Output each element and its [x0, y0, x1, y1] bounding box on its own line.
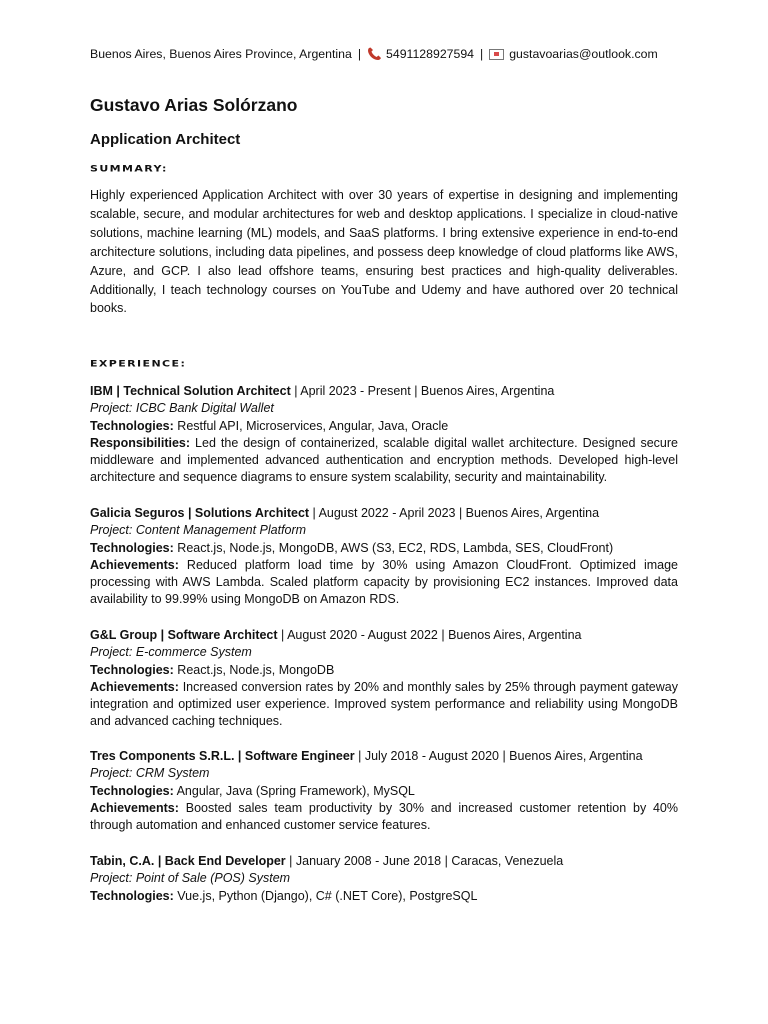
technologies-text: Vue.js, Python (Django), C# (.NET Core), PostgreSQL [173, 888, 478, 903]
summary-heading: SUMMARY: [90, 163, 168, 174]
technologies-label: Technologies: [90, 540, 174, 555]
job-technologies [90, 888, 678, 905]
achievements-label: Achievements: [90, 679, 179, 694]
job-achievements [90, 800, 678, 835]
achievements-label: Achievements: [90, 800, 179, 815]
job-details: | August 2020 - August 2022 | Buenos Aires, Argentina [277, 628, 582, 642]
job-title-line [90, 383, 678, 400]
job-project: Project: ICBC Bank Digital Wallet [90, 401, 274, 416]
job-technologies [90, 418, 678, 435]
job-responsibilities [90, 435, 678, 487]
job-project: Project: E-commerce System [90, 645, 252, 660]
job-details: | April 2023 - Present | Buenos Aires, Argentina [290, 384, 555, 398]
job-project: Project: CRM System [90, 766, 210, 781]
responsibilities-text: Led the design of containerized, scalable digital wallet architecture. Designed secure middleware and implemented advanced authentication and encryption methods. Developed high-level architecture and sequence diagrams to ensure system scalability, security and maintainability. [90, 435, 678, 485]
phone-icon [367, 47, 382, 61]
job-details: | July 2018 - August 2020 | Buenos Aires, Argentina [354, 749, 643, 763]
job-company-role: IBM | Technical Solution Architect [90, 384, 291, 398]
technologies-label: Technologies: [90, 662, 174, 677]
technologies-label: Technologies: [90, 418, 174, 433]
phone-text: 5491128927594 [386, 47, 475, 61]
separator: | [480, 47, 484, 61]
achievements-text: Boosted sales team productivity by 30% and increased customer retention by 40% through automation and enhanced customer service features. [90, 800, 678, 833]
job-project: Project: Content Management Platform [90, 523, 307, 538]
responsibilities-label: Responsibilities: [90, 435, 191, 450]
experience-heading: EXPERIENCE: [90, 358, 187, 369]
job-title-line [90, 627, 678, 644]
job-technologies [90, 783, 678, 800]
technologies-text: Restful API, Microservices, Angular, Java, Oracle [173, 418, 449, 433]
job-company-role: Tabin, C.A. | Back End Developer [90, 854, 286, 868]
job-achievements [90, 557, 678, 609]
job-entry [90, 505, 678, 609]
job-title-line [90, 748, 678, 765]
candidate-role: Application Architect [90, 131, 241, 148]
location-text: Buenos Aires, Buenos Aires Province, Argentina [90, 47, 352, 61]
job-achievements [90, 679, 678, 731]
job-entry [90, 853, 678, 905]
candidate-name: Gustavo Arias Solórzano [90, 95, 298, 115]
technologies-label: Technologies: [90, 783, 174, 798]
summary-text: Highly experienced Application Architect with over 30 years of expertise in designing and implementing scalable, secure, and modular architectures for web and desktop applications. I specialize in cloud-native solutions, machine learning (ML) models, and SaaS platforms. I bring extensive experience in end-to-end architecture solutions, including data pipelines, and possess deep knowledge of cloud platforms like AWS, Azure, and GCP. I also lead offshore teams, ensuring best practices and high-quality deliverables. Additionally, I teach technology courses on YouTube and Udemy and have authored over 20 technical books. [90, 188, 678, 316]
technologies-label: Technologies: [90, 888, 174, 903]
technologies-text: React.js, Node.js, MongoDB [173, 662, 335, 677]
contact-bar [90, 47, 690, 61]
achievements-label: Achievements: [90, 557, 179, 572]
job-entry [90, 627, 678, 731]
job-company-role: G&L Group | Software Architect [90, 628, 278, 642]
job-title-line [90, 505, 678, 522]
job-title-line [90, 853, 678, 870]
achievements-text: Reduced platform load time by 30% using Amazon CloudFront. Optimized image processing with AWS Lambda. Scaled platform capacity by provisioning EC2 instances. Improved data availability to 99.99% using MongoDB on Amazon RDS. [90, 557, 678, 607]
job-details: | August 2022 - April 2023 | Buenos Aires, Argentina [309, 506, 600, 520]
job-details: | January 2008 - June 2018 | Caracas, Venezuela [285, 854, 564, 868]
achievements-text: Increased conversion rates by 20% and monthly sales by 25% through payment gateway integration and optimized user experience. Improved system performance and reliability using MongoDB and advanced caching techniques. [90, 679, 678, 729]
job-entry [90, 383, 678, 487]
email-link[interactable]: gustavoarias@outlook.com [509, 47, 658, 61]
job-project: Project: Point of Sale (POS) System [90, 871, 291, 886]
job-company-role: Tres Components S.R.L. | Software Engineer [90, 749, 355, 763]
technologies-text: React.js, Node.js, MongoDB, AWS (S3, EC2, RDS, Lambda, SES, CloudFront) [173, 540, 614, 555]
job-technologies [90, 540, 678, 557]
technologies-text: Angular, Java (Spring Framework), MySQL [173, 783, 415, 798]
job-company-role: Galicia Seguros | Solutions Architect [90, 506, 310, 520]
mail-icon [489, 49, 504, 60]
job-entry [90, 748, 678, 834]
separator: | [357, 47, 362, 61]
job-technologies [90, 662, 678, 679]
